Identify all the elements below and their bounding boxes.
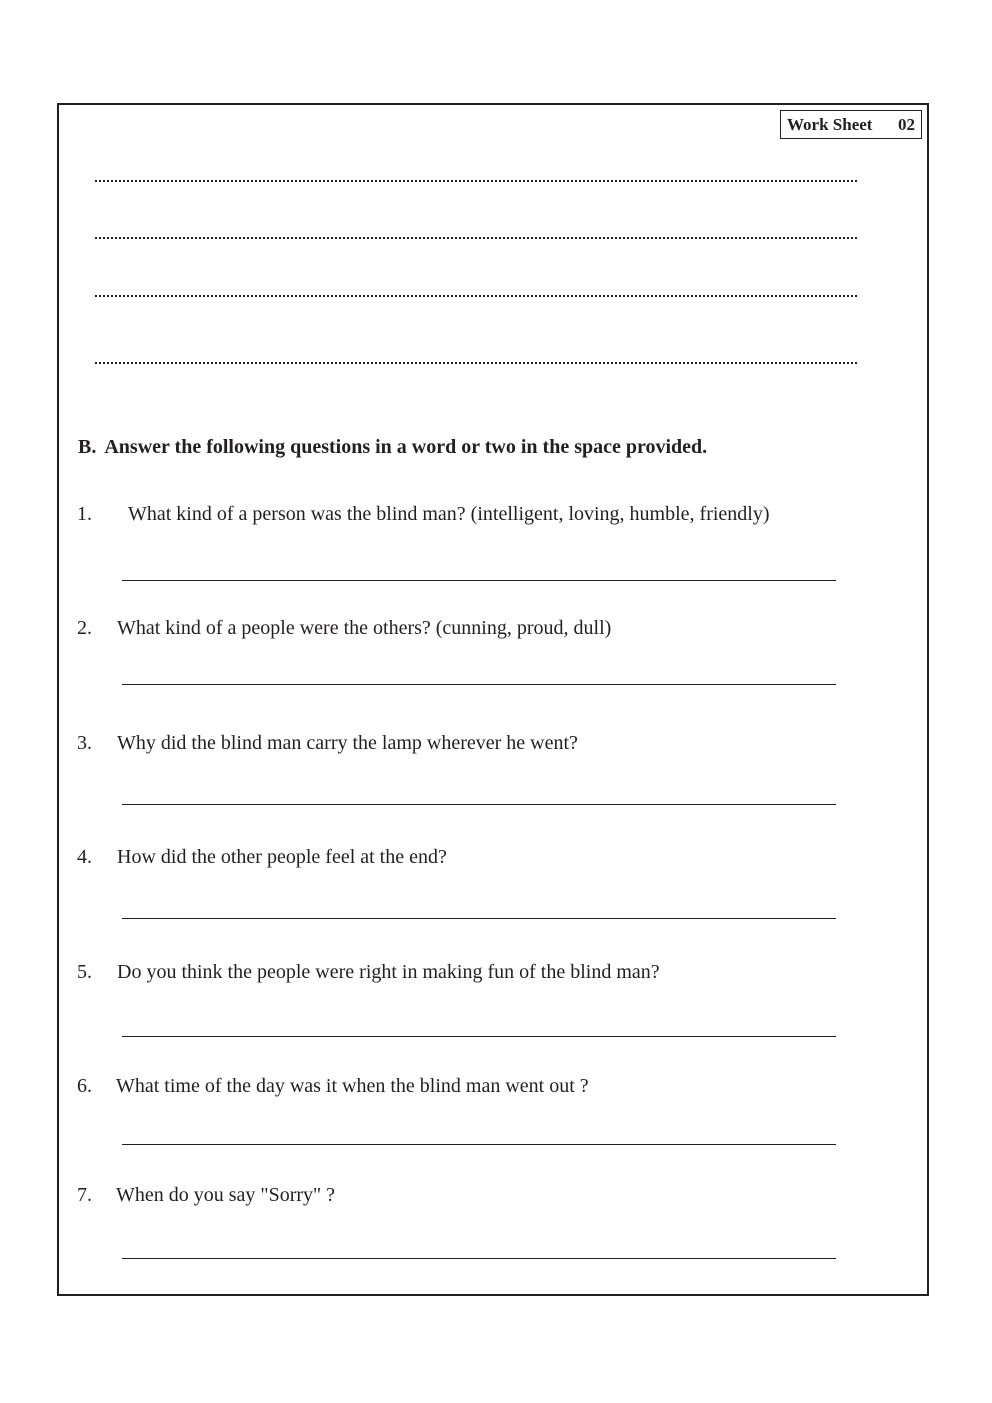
question-number: 6. [77,1075,92,1097]
question-text: What kind of a person was the blind man? (intelligent, loving, humble, friendly) [128,503,770,525]
section-b-heading [78,436,707,459]
answer-line-7[interactable] [122,1258,836,1259]
answer-line-3[interactable] [122,804,836,805]
question-text: Do you think the people were right in making fun of the blind man? [117,961,660,983]
answer-line-2[interactable] [122,684,836,685]
dotted-writing-line[interactable] [95,295,857,297]
question-number: 4. [77,846,92,868]
worksheet-border [57,103,929,1296]
question-text: When do you say "Sorry" ? [116,1184,336,1206]
question-text: How did the other people feel at the end? [117,846,447,868]
question-number: 1. [77,503,92,525]
question-number: 3. [77,732,92,754]
question-number: 2. [77,617,92,639]
section-instruction: Answer the following questions in a word or two in the space provided. [104,436,708,458]
question-number: 7. [77,1184,92,1206]
question-number: 5. [77,961,92,983]
answer-line-6[interactable] [122,1144,836,1145]
dotted-writing-line[interactable] [95,237,857,239]
section-letter: B. [78,436,97,458]
question-text: What kind of a people were the others? (cunning, proud, dull) [117,617,612,639]
answer-line-4[interactable] [122,918,836,919]
dotted-writing-line[interactable] [95,362,857,364]
worksheet-label: Work Sheet [787,115,873,134]
question-text: Why did the blind man carry the lamp wherever he went? [117,732,578,754]
worksheet-tag [780,110,922,139]
question-text: What time of the day was it when the blind man went out ? [116,1075,589,1097]
dotted-writing-line[interactable] [95,180,857,182]
answer-line-1[interactable] [122,580,836,581]
answer-line-5[interactable] [122,1036,836,1037]
worksheet-number: 02 [898,115,915,134]
